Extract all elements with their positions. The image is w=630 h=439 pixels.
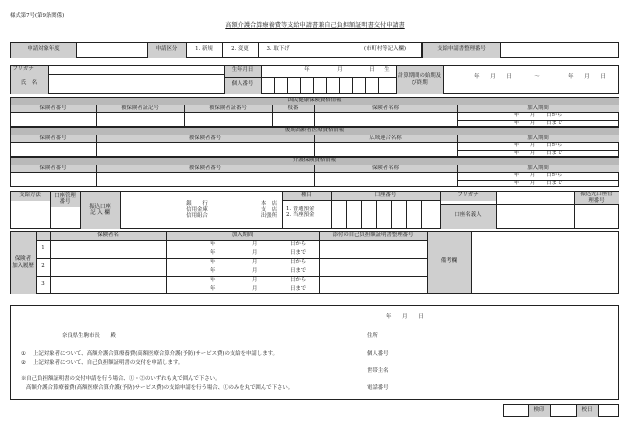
m2-from-y: 年 — [210, 258, 216, 265]
m2-to-m: 月 — [252, 267, 258, 274]
kaigo-period: 加入期間 — [458, 165, 619, 172]
period-from[interactable]: 年 月 日 — [474, 74, 512, 81]
indiv-no-label: 個人番号 — [225, 77, 261, 94]
item2-text: 上記対象者について、自己負担額証明書の交付を申請します。 — [33, 359, 184, 366]
option-new[interactable]: 1. 新規 — [195, 46, 213, 53]
account-type-label: 種目 — [283, 192, 331, 200]
m2-from-m: 月 — [252, 258, 258, 265]
kubun-label: 申請区分 — [148, 43, 186, 58]
m3-to-m: 月 — [252, 285, 258, 292]
note1: ※自己負担額証明書の交付申請を行う場合、①・②のいずれも丸で囲んで下さい。 — [21, 375, 221, 382]
kaigo-section: 介護保険資格情報 — [11, 158, 619, 165]
kokuho-insured-no: 被保険者証番号 — [185, 105, 272, 112]
kaigo-insurer-no: 保険者番号 — [11, 165, 96, 172]
m1-to-m: 月 — [252, 249, 258, 256]
bank-type[interactable]: 銀 行 信用金庫 信用組合 — [186, 200, 208, 220]
kaigo-insurer-name: 保険者名称 — [315, 165, 457, 172]
support-number-label: 支給申請書整理番号 — [423, 43, 501, 58]
m1-to-y: 年 — [210, 249, 216, 256]
members-blank-header — [37, 232, 50, 240]
pay-method-label: 支給方法 — [11, 192, 50, 201]
m3-from-m: 月 — [252, 276, 258, 283]
item1-num[interactable]: ① — [21, 350, 26, 357]
member-row-1: 1 — [41, 245, 45, 252]
member-row-2: 2 — [41, 263, 45, 270]
members-label: 保険者 加入履歴 — [11, 232, 36, 294]
member-row-3: 3 — [41, 281, 45, 288]
birth-day: 日 — [369, 67, 375, 74]
city-note: (市町村等記入欄) — [364, 46, 406, 53]
m2-to: 日まで — [290, 267, 307, 274]
m2-to-y: 年 — [210, 267, 216, 274]
birth-label: 生年月日 — [225, 66, 261, 77]
item1-text: 上記対象者について、高額介護合算療養費(高額医療合算介護(予防)サービス費)の支給を申請します。 — [33, 350, 278, 357]
transfer-label: 振込口座 記 入 欄 — [81, 192, 120, 229]
kokuho-insured-sym: 被保険者証記号 — [97, 105, 184, 112]
m1-from: 日から — [290, 240, 307, 247]
birth-year: 年 — [304, 67, 310, 74]
m3-from: 日から — [290, 276, 307, 283]
indiv-no-label-bottom: 個人番号 — [367, 350, 389, 357]
kouki-from[interactable]: 年 月 日から — [513, 142, 563, 149]
kokuho-from[interactable]: 年 月 日から — [513, 112, 563, 119]
remarks-label: 備考欄 — [428, 232, 471, 294]
apply-date[interactable]: 年 月 日 — [386, 313, 424, 320]
year-input[interactable] — [77, 43, 147, 57]
holder-label: 口座名義人 — [441, 204, 496, 229]
bank-code-label: 口座管理 番号 — [51, 192, 80, 207]
m3-to-y: 年 — [210, 285, 216, 292]
kokuho-branch: 枝番 — [273, 105, 314, 112]
m2-from: 日から — [290, 258, 307, 265]
kouki-insurer-no: 保険者番号 — [11, 135, 96, 142]
members-cert-header: 添付の自己負担額証明書整理番号 — [320, 232, 427, 240]
kaigo-to[interactable]: 年 月 日まで — [513, 180, 563, 186]
kokuho-period: 加入期間 — [458, 105, 619, 112]
kokuho-insurer-name: 保険者名称 — [315, 105, 457, 112]
support-number-input[interactable] — [501, 43, 618, 57]
account-type-options[interactable]: 1. 普通預金 2. 当座預金 — [286, 206, 315, 219]
option-withdraw[interactable]: 3. 取下げ — [266, 46, 290, 53]
kaigo-insured-no: 被保険者番号 — [97, 165, 314, 172]
holder-furigana-label: フリガナ — [441, 192, 496, 201]
form-number: 様式第7号(第9条関係) — [10, 12, 65, 19]
name-label: 氏 名 — [11, 75, 48, 94]
kaigo-from[interactable]: 年 月 日から — [513, 172, 563, 179]
birth-month: 月 — [337, 67, 343, 74]
kouki-insured-no: 被保険者番号 — [97, 135, 314, 142]
kouki-section: 後期高齢者医療資格情報 — [11, 128, 619, 135]
kokuho-insurer-no: 保険者番号 — [11, 105, 96, 112]
m1-from-y: 年 — [210, 240, 216, 247]
option-change[interactable]: 2. 変更 — [231, 46, 249, 53]
address-label: 住所 — [367, 332, 378, 339]
m3-to: 日まで — [290, 285, 307, 292]
handling-label: 振込先口座管 理番号 — [575, 192, 619, 204]
birth-born: 生 — [384, 67, 390, 74]
furigana-input[interactable] — [49, 66, 223, 74]
m3-from-y: 年 — [210, 276, 216, 283]
stamp-box — [503, 404, 619, 417]
members-period-header: 加入期間 — [167, 232, 319, 240]
kokuho-to[interactable]: 年 月 日まで — [513, 120, 563, 126]
members-insurer-name-header: 保険者名 — [51, 232, 166, 240]
name-input[interactable] — [49, 75, 223, 93]
year-label: 申請対象年度 — [11, 43, 77, 58]
form-title: 高額介護合算療養費等支給申請書兼自己負担額証明書交付申請書 — [225, 21, 405, 29]
kokuho-section: 国民健康保険資格情報 — [11, 98, 619, 105]
m1-to: 日まで — [290, 249, 307, 256]
branch-type[interactable]: 本 店 支 店 出張所 — [260, 200, 278, 220]
kouki-to[interactable]: 年 月 日まで — [513, 150, 563, 156]
m1-from-m: 月 — [252, 240, 258, 247]
kouki-union-name: 広域連合名称 — [315, 135, 457, 142]
furigana-label: フリガナ — [11, 66, 48, 75]
note2: 高額介護合算療養費(高額医療合算介護(予防)サービス費)の支給申請を行う場合、①のみを丸で囲んで下さい。 — [26, 384, 294, 391]
account-no-label: 口座番号 — [332, 192, 440, 200]
period-to[interactable]: 年 月 日 — [568, 74, 606, 81]
head-label: 世帯主名 — [367, 367, 389, 374]
phone-label: 電話番号 — [367, 384, 389, 391]
proof-label: 校日 — [577, 405, 598, 417]
check-label: 検印 — [529, 405, 550, 417]
period-label: 計算期間の始期及び終期 — [397, 66, 443, 94]
item2-num[interactable]: ② — [21, 359, 26, 366]
period-tilde: ～ — [534, 74, 540, 81]
addressee: 奈良県生駒市長 殿 — [62, 332, 116, 339]
kouki-period: 加入期間 — [458, 135, 619, 142]
